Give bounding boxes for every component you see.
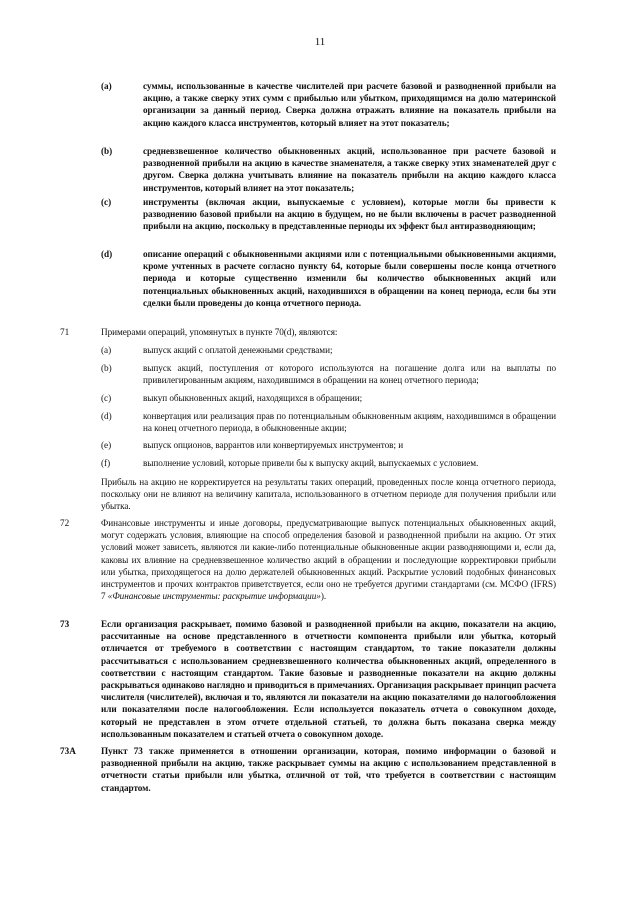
- para-71-intro: Примерами операций, упомянутых в пункте 70(d), являются:: [101, 327, 338, 337]
- para-72-text: [101, 517, 556, 602]
- para-72-reference: «Финансовые инструменты: раскрытие информации»: [107, 591, 321, 602]
- item-71f-text: выполнение условий, которые привели бы к выпуску акций, выпускаемых с условием.: [143, 458, 479, 468]
- item-70a-label: (a): [101, 81, 112, 91]
- item-70c-label: (c): [101, 197, 112, 207]
- item-71d-text: конвертация или реализация прав по потенциальным обыкновенным акциям, находившимся в обращении на конец отчетного периода, в обыкновенные акции;: [143, 411, 556, 434]
- para-71-number: 71: [60, 327, 70, 337]
- item-71b-label: (b): [101, 363, 112, 373]
- item-70d-text: описание операций с обыкновенными акциями или с потенциальными обыкновенными акциями, кроме учтенных в расчете согласно пункту 64, которые были совершены после конца отчетного периода и которые существенно изменили бы количество обыкновенных акций или потенциальных обыкновенных акций, находившихся в обращении на конец периода, если бы эти сделки были проведены до конца отчетного периода.: [143, 249, 556, 308]
- para-72-number: 72: [60, 518, 70, 528]
- para-73-number: 73: [60, 619, 70, 629]
- item-71e-label: (e): [101, 440, 112, 450]
- item-70d-label: (d): [101, 249, 113, 259]
- para-72-end: ).: [320, 591, 327, 602]
- item-71e-text: выпуск опционов, варрантов или конвертируемых инструментов; и: [143, 440, 404, 450]
- page-number: 11: [314, 36, 326, 48]
- para-73a-number: 73A: [60, 746, 76, 756]
- item-71c-text: выкуп обыкновенных акций, находящихся в обращении;: [143, 393, 363, 403]
- para-73-text: Если организация раскрывает, помимо базовой и разводненной прибыли на акцию, показатели на акцию, рассчитанные на основе представленного в отчетности компонента прибыли или убытка, который отличается от требуемого в соответствии с настоящим стандартом, то такие показатели должны рассчитываться с использованием средневзвешенного количества обыкновенных акций, определенного в соответствии с настоящим стандартом. Такие базовые и разводненные показатели на акцию должны раскрываться одинаково наглядно и приводиться в примечаниях. Организация раскрывает принцип расчета числителя (числителей), включая и то, являются ли показатели на акцию показателями до налогообложения или показателями после налогообложения. Если используется показатель отчета о совокупном доходе, который не представлен в этом отчете отдельной статьей, то должна быть показана сверка между использованным показателем и статьей отчета о совокупном доходе.: [101, 619, 556, 739]
- item-71a-text: выпуск акций с оплатой денежными средствами;: [143, 345, 333, 355]
- item-71c-label: (c): [101, 393, 112, 403]
- item-71a-label: (a): [101, 345, 112, 355]
- item-70b-label: (b): [101, 146, 113, 156]
- para-73a-text: Пункт 73 также применяется в отношении организации, которая, помимо информации о базовой и разводненной прибыли на акцию, также раскрывает суммы на акцию с использованием представленной в отчетности статьи прибыли или убытка, отличной от той, что требуется в соответствии с настоящим стандартом.: [101, 746, 556, 793]
- item-70a-text: суммы, использованные в качестве числителей при расчете базовой и разводненной прибыли на акцию, а также сверку этих сумм с прибылью или убытком, приходящимся на долю материнской организации за данный период. Сверка должна отражать влияние на показатель прибыли на акцию каждого класса инструментов, который влияет на этот показатель;: [143, 81, 556, 128]
- item-70c-text: инструменты (включая акции, выпускаемые с условием), которые могли бы привести к разводнению базовой прибыли на акцию в будущем, но не были включены в расчет разводненной прибыли на акцию, поскольку в представленные периоды их эффект был антиразводняющим;: [143, 197, 556, 232]
- para-72-body: Финансовые инструменты и иные договоры, предусматривающие выпуск потенциальных обыкновенных акций, могут содержать условия, влияющие на способ определения базовой и разводненной прибыли на акцию. От этих условий может зависеть, являются ли какие-либо потенциальные обыкновенные акции разводняющими и, если да, каковы их влияние на средневзвешенное количество акций в обращении и последующие корректировки прибыли или убытка, приходящегося на долю держателей обыкновенных акций. Раскрытие условий подобных финансовых инструментов и прочих контрактов приветствуется, если оно не требуется другими стандартами (см. МСФО (IFRS) 7: [101, 518, 556, 602]
- para-71-closing: Прибыль на акцию не корректируется на результаты таких операций, проведенных после конца отчетного периода, поскольку они не влияют на величину капитала, использованного в отчетном периоде для получения прибыли или убытка.: [101, 477, 556, 512]
- item-71f-label: (f): [101, 458, 111, 468]
- item-71b-text: выпуск акций, поступления от которого используются на погашение долга или на выплаты по привилегированным акциям, находившимся в обращении на конец отчетного периода;: [143, 363, 556, 386]
- item-71d-label: (d): [101, 411, 112, 421]
- item-70b-text: средневзвешенное количество обыкновенных акций, использованное при расчете базовой и разводненной прибыли на акцию в качестве знаменателя, а также сверку этих знаменателей друг с другом. Сверка должна учитывать влияние на показатель прибыли на акцию каждого класса инструментов, который влияет на этот показатель;: [143, 146, 556, 193]
